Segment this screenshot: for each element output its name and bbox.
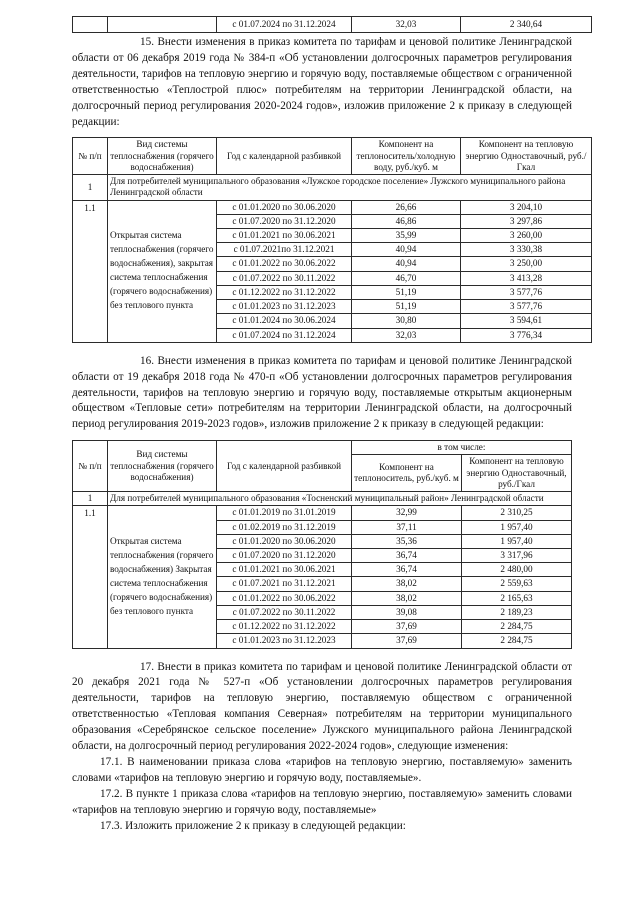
table-row-group xyxy=(73,175,592,200)
period-cell: с 01.01.2020 по 30.06.2020 xyxy=(217,534,352,548)
heat-cell: 3 577,76 xyxy=(461,285,592,299)
fragment-kind-cell xyxy=(108,17,217,33)
water-cell: 32,03 xyxy=(352,328,461,342)
heat-cell: 2 284,75 xyxy=(462,634,572,648)
clause-15-paragraph xyxy=(72,35,572,130)
heat-cell: 1 957,40 xyxy=(462,520,572,534)
header-np: № п/п xyxy=(73,441,108,492)
heat-cell: 3 594,61 xyxy=(461,314,592,328)
table-1-head xyxy=(73,138,592,175)
header-year: Год с календарной разбивкой xyxy=(217,441,352,492)
clause-17-text: Внести в приказ комитета по тарифам и ценовой политике Ленинградской области от 20 декабря 2021 года № 527-п «Об установлении долгосрочных параметров регулирования деятельности, тарифов на тепловую энергию, поставляемую обществом с ограниченной ответственностью «Тепловая компания Северная» потребителям на территории муниципального образования «Серебрянское сельское поселение» Лужского муниципального района Ленинградской области, на долгосрочный период регулирования 2022-2024 годов», следующие изменения: xyxy=(72,660,573,753)
clause-15-text: Внести изменения в приказ комитета по тарифам и ценовой политике Ленинградской области от 06 декабря 2019 года № 384-п «Об установлении долгосрочных параметров регулирования деятельности, тарифов на тепловую энергию и горячую воду, поставляемые обществом с ограниченной ответственностью «Теплострой плюс» потребителям на территории Ленинградской области, на долгосрочный период регулирования 2020-2024 годов», изложив приложение 2 к приказу в следующей редакции: xyxy=(72,36,573,128)
heat-cell: 3 260,00 xyxy=(461,228,592,242)
heat-cell: 3 577,76 xyxy=(461,300,592,314)
header-kind: Вид системы теплоснабжения (горячего водоснабжения) xyxy=(108,138,217,175)
header-component-water: Компонент на теплоноситель, руб./куб. м xyxy=(352,455,462,492)
group-np: 1 xyxy=(73,175,108,200)
heat-cell: 1 957,40 xyxy=(462,534,572,548)
period-cell: с 01.01.2021 по 30.06.2021 xyxy=(217,228,352,242)
period-cell: с 01.01.2023 по 31.12.2023 xyxy=(217,300,352,314)
water-cell: 37,11 xyxy=(352,520,462,534)
period-cell: с 01.12.2022 по 31.12.2022 xyxy=(217,285,352,299)
clause-17-1-paragraph: 17.1. В наименовании приказа слова «тарифов на тепловую энергию, поставляемую» заменить словами «тарифов на тепловую энергию и горячую воду, поставляемые». xyxy=(72,755,572,784)
water-cell: 26,66 xyxy=(352,200,461,214)
heat-cell: 3 297,86 xyxy=(461,214,592,228)
table-1-header-row xyxy=(73,138,592,175)
fragment-water-cell: 32,03 xyxy=(352,17,461,33)
water-cell: 36,74 xyxy=(352,563,462,577)
period-cell: с 01.07.2022 по 30.11.2022 xyxy=(217,271,352,285)
water-cell: 37,69 xyxy=(352,634,462,648)
period-cell: с 01.07.2020 по 31.12.2020 xyxy=(217,549,352,563)
clause-17-3-paragraph: 17.3. Изложить приложение 2 к приказу в следующей редакции: xyxy=(100,819,406,832)
period-cell: с 01.07.2024 по 31.12.2024 xyxy=(217,328,352,342)
period-cell: с 01.01.2021 по 30.06.2021 xyxy=(217,563,352,577)
heat-cell: 2 284,75 xyxy=(462,620,572,634)
heat-cell: 3 413,28 xyxy=(461,271,592,285)
water-cell: 35,36 xyxy=(352,534,462,548)
period-cell: с 01.07.2021по 31.12.2021 xyxy=(217,243,352,257)
period-cell: с 01.01.2022 по 30.06.2022 xyxy=(217,591,352,605)
table-2-wrapper xyxy=(72,440,572,648)
water-cell: 46,86 xyxy=(352,214,461,228)
fragment-period-cell: с 01.07.2024 по 31.12.2024 xyxy=(217,17,352,33)
water-cell: 35,99 xyxy=(352,228,461,242)
clause-17-paragraph xyxy=(72,660,572,755)
table-2-header-row-top xyxy=(73,441,572,455)
period-cell: с 01.01.2024 по 30.06.2024 xyxy=(217,314,352,328)
water-cell: 46,70 xyxy=(352,271,461,285)
water-cell: 40,94 xyxy=(352,257,461,271)
table-row xyxy=(73,200,592,214)
heat-cell: 2 189,23 xyxy=(462,605,572,619)
table-row-group xyxy=(73,492,572,506)
heat-cell: 2 165,63 xyxy=(462,591,572,605)
heat-cell: 3 776,34 xyxy=(461,328,592,342)
clause-17-number: 17. xyxy=(140,660,154,673)
water-cell: 38,02 xyxy=(352,577,462,591)
heat-cell: 2 559,63 xyxy=(462,577,572,591)
group-label: Для потребителей муниципального образования «Лужское городское поселение» Лужского муниципального района Ленинградской области xyxy=(108,175,592,200)
water-cell: 51,19 xyxy=(352,300,461,314)
period-cell: с 01.01.2022 по 30.06.2022 xyxy=(217,257,352,271)
header-component-heat: Компонент на тепловую энергию Одноставочный, руб./Гкал xyxy=(461,138,592,175)
tariff-table-2 xyxy=(72,440,572,648)
fragment-np-cell xyxy=(73,17,108,33)
table-row xyxy=(73,17,592,33)
clause-16-paragraph xyxy=(72,354,572,434)
tariff-table-1 xyxy=(72,137,592,342)
group-label: Для потребителей муниципального образования «Тосненский муниципальный район» Ленинградской области xyxy=(108,492,572,506)
heat-cell: 3 250,00 xyxy=(461,257,592,271)
heat-cell: 3 317,96 xyxy=(462,549,572,563)
table-2-body xyxy=(73,492,572,648)
table-2-head xyxy=(73,441,572,492)
water-cell: 30,80 xyxy=(352,314,461,328)
clause-16-text: Внести изменения в приказ комитета по тарифам и ценовой политике Ленинградской области от 19 декабря 2018 года № 470-п «Об установлении долгосрочных параметров регулирования деятельности, тарифов на тепловую энергию и горячую воду, поставляемые открытым акционерным обществом «Тепловые сети» потребителям на территории Ленинградской области, на долгосрочный период регулирования 2019-2023 годов», изложив приложение 2 к приказу в следующей редакции: xyxy=(72,354,573,431)
water-cell: 40,94 xyxy=(352,243,461,257)
row-kind: Открытая система теплоснабжения (горячего водоснабжения) Закрытая система теплоснабжения (горячего водоснабжения) без теплового пункта xyxy=(108,506,217,648)
table-1-wrapper xyxy=(72,137,587,342)
header-component-heat: Компонент на тепловую энергию Одноставочный, руб./Гкал xyxy=(462,455,572,492)
row-np: 1.1 xyxy=(73,506,108,648)
water-cell: 38,02 xyxy=(352,591,462,605)
heat-cell: 2 310,25 xyxy=(462,506,572,520)
table-row xyxy=(73,506,572,520)
clause-17-2-paragraph: 17.2. В пункте 1 приказа слова «тарифов на тепловую энергию, поставляемую» заменить словами «тарифов на тепловую энергию и горячую воду, поставляемые» xyxy=(72,787,572,816)
header-inclusive: в том числе: xyxy=(352,441,572,455)
row-np: 1.1 xyxy=(73,200,108,342)
fragment-heat-cell: 2 340,64 xyxy=(461,17,592,33)
header-year: Год с календарной разбивкой xyxy=(217,138,352,175)
row-kind: Открытая система теплоснабжения (горячего водоснабжения), закрытая система теплоснабжения (горячего водоснабжения) без теплового пункта xyxy=(108,200,217,342)
header-component-water: Компонент на теплоноситель/холодную воду, руб./куб. м xyxy=(352,138,461,175)
period-cell: с 01.12.2022 по 31.12.2022 xyxy=(217,620,352,634)
water-cell: 32,99 xyxy=(352,506,462,520)
heat-cell: 3 204,10 xyxy=(461,200,592,214)
water-cell: 36,74 xyxy=(352,549,462,563)
header-np: № п/п xyxy=(73,138,108,175)
table-1-body xyxy=(73,175,592,343)
clause-15-number: 15. xyxy=(140,36,154,48)
water-cell: 37,69 xyxy=(352,620,462,634)
period-cell: с 01.02.2019 по 31.12.2019 xyxy=(217,520,352,534)
period-cell: с 01.07.2020 по 31.12.2020 xyxy=(217,214,352,228)
water-cell: 51,19 xyxy=(352,285,461,299)
period-cell: с 01.01.2020 по 30.06.2020 xyxy=(217,200,352,214)
header-kind: Вид системы теплоснабжения (горячего водоснабжения) xyxy=(108,441,217,492)
period-cell: с 01.07.2021 по 31.12.2021 xyxy=(217,577,352,591)
clause-16-number: 16. xyxy=(140,354,154,367)
water-cell: 39,08 xyxy=(352,605,462,619)
table-fragment-previous-page xyxy=(72,16,592,33)
heat-cell: 3 330,38 xyxy=(461,243,592,257)
period-cell: с 01.01.2019 по 31.01.2019 xyxy=(217,506,352,520)
heat-cell: 2 480,00 xyxy=(462,563,572,577)
group-np: 1 xyxy=(73,492,108,506)
period-cell: с 01.07.2022 по 30.11.2022 xyxy=(217,605,352,619)
period-cell: с 01.01.2023 по 31.12.2023 xyxy=(217,634,352,648)
